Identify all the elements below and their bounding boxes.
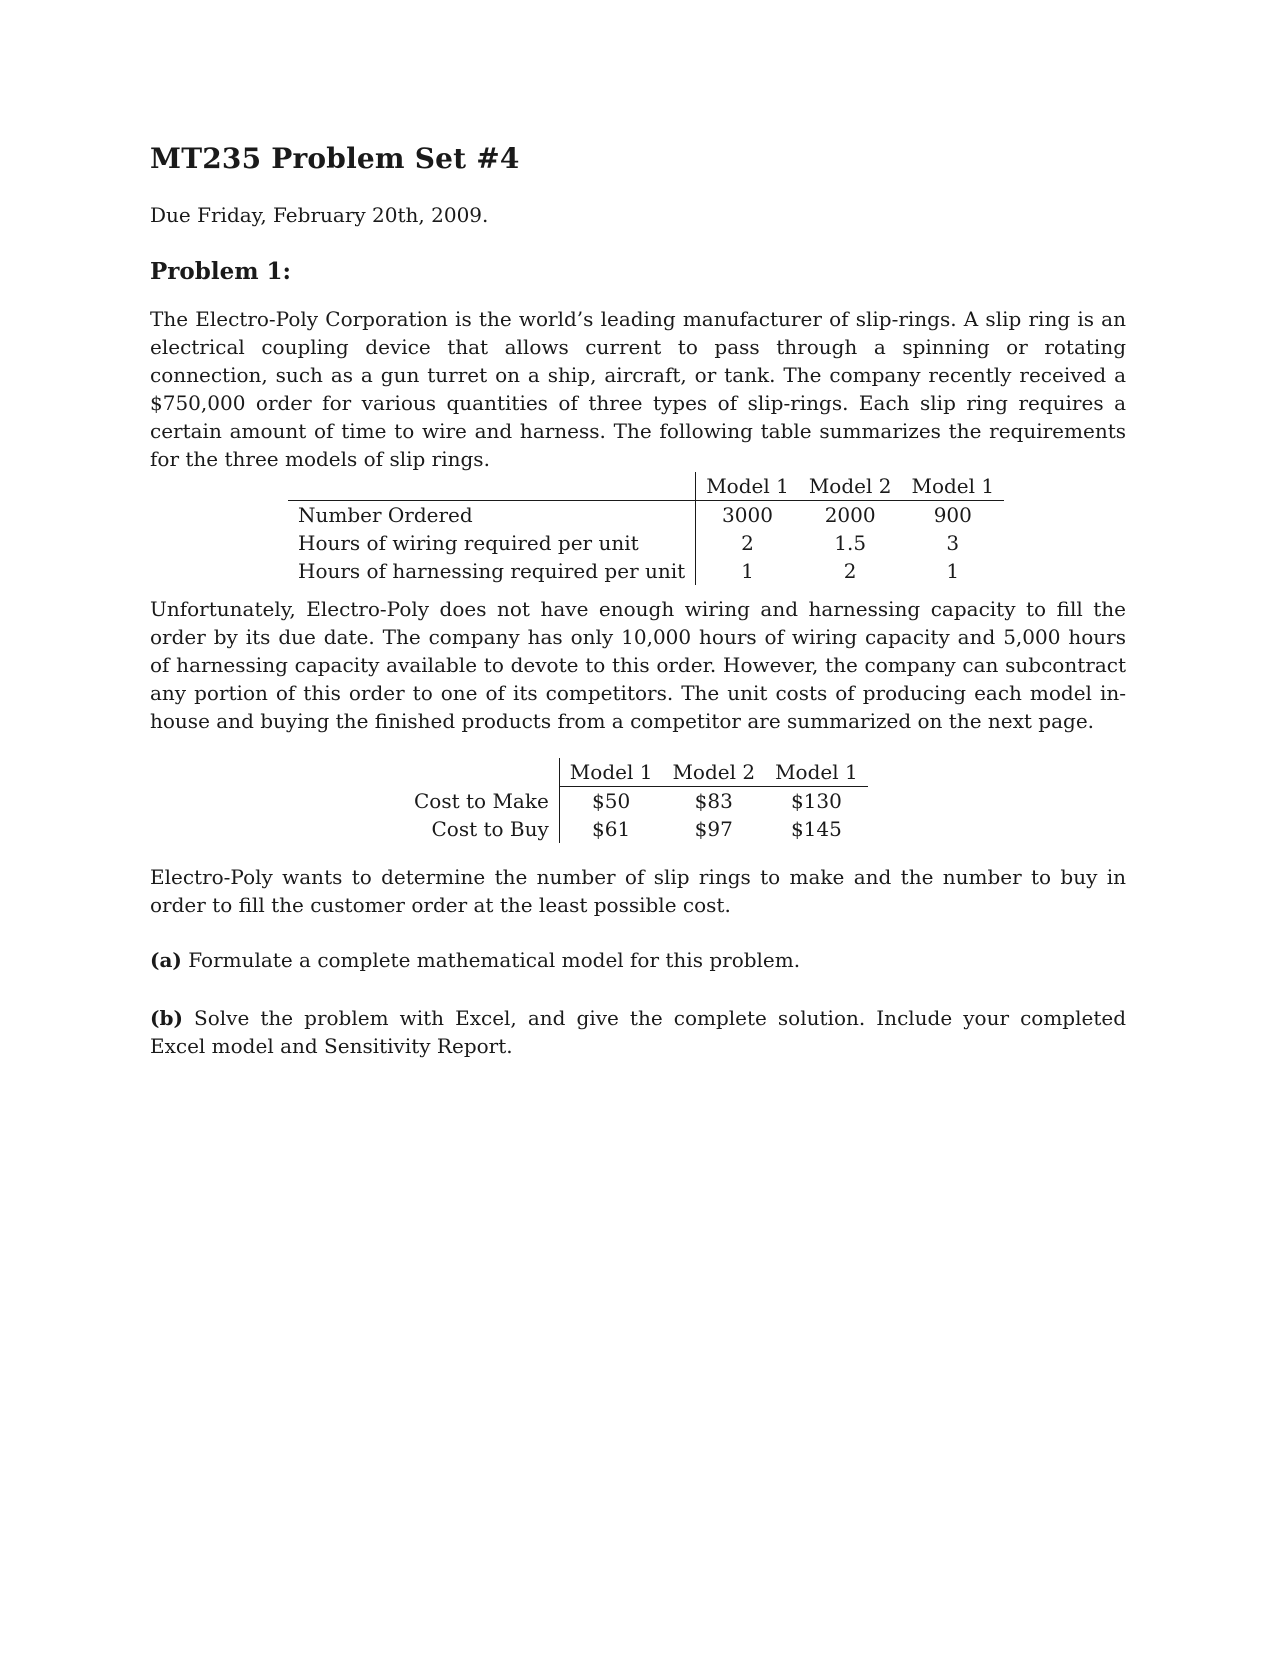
part-a-label: (a): [150, 948, 182, 972]
table-cell: 1: [696, 557, 799, 585]
cost-table: [404, 758, 868, 843]
part-b-label: (b): [150, 1006, 183, 1030]
table-cell: $83: [694, 789, 733, 813]
table-header-row: [404, 758, 868, 787]
part-a-text: Formulate a complete mathematical model for this problem.: [188, 948, 801, 972]
table-cell: 3000: [696, 501, 799, 530]
table-cell: 2000: [824, 503, 876, 527]
table-cell: $50: [559, 787, 662, 816]
table-row: [288, 501, 1004, 530]
table-cell: $145: [790, 817, 842, 841]
page-title: MT235 Problem Set #4: [150, 142, 520, 175]
problem-heading: Problem 1:: [150, 258, 292, 285]
part-b: [150, 1004, 1126, 1060]
table-corner-cell: [288, 472, 696, 501]
capacity-paragraph: Unfortunately, Electro-Poly does not have enough wiring and harnessing capacity to fill the order by its due date. The company has only 10,000 hours of wiring capacity and 5,000 hours of harnessing capacity available to devote to this order. However, the company can subcontract any portion of this order to one of its competitors. The unit costs of producing each model in-house and buying the finished products from a competitor are summarized on the next page.: [150, 597, 1126, 733]
row-label: Cost to Make: [414, 788, 549, 813]
row-label: Hours of harnessing required per unit: [298, 559, 686, 583]
goal-paragraph: Electro-Poly wants to determine the number of slip rings to make and the number to buy in order to fill the customer order at the least possible cost.: [150, 865, 1126, 917]
column-header: Model 2: [662, 758, 765, 787]
table-cell: 2: [696, 529, 799, 557]
table-header-row: [288, 472, 1004, 501]
column-header: Model 2: [799, 472, 902, 501]
table-cell: 900: [933, 503, 972, 527]
part-a: [150, 946, 1126, 974]
table-corner-cell: [404, 758, 559, 787]
table-cell: 1: [946, 559, 960, 583]
table-row: [288, 529, 1004, 557]
requirements-table: [288, 472, 1004, 585]
table-row: [404, 815, 868, 843]
column-header: Model 1: [559, 758, 662, 787]
table-cell: 1.5: [834, 531, 867, 555]
table-cell: 3: [946, 531, 960, 555]
column-header: Model 1: [901, 472, 1004, 501]
column-header: Model 1: [696, 472, 799, 501]
table-cell: $130: [790, 789, 842, 813]
row-label: Cost to Buy: [431, 817, 549, 841]
part-b-text: Solve the problem with Excel, and give the complete solution. Include your completed Excel model and Sensitivity Report.: [150, 1006, 1127, 1058]
table-cell: $97: [694, 817, 733, 841]
due-date: Due Friday, February 20th, 2009.: [150, 203, 489, 227]
row-label: Number Ordered: [298, 503, 473, 527]
table-cell: $61: [559, 815, 662, 843]
table-cell: 2: [843, 559, 857, 583]
column-header: Model 1: [765, 758, 868, 787]
problem-intro-paragraph: The Electro-Poly Corporation is the world’s leading manufacturer of slip-rings. A slip ring is an electrical coupling device that allows current to pass through a spinning or rotating connection, such as a gun turret on a ship, aircraft, or tank. The company recently received a $750,000 order for various quantities of three types of slip-rings. Each slip ring requires a certain amount of time to wire and harness. The following table summarizes the requirements for the three models of slip rings.: [150, 307, 1126, 471]
row-label: Hours of wiring required per unit: [298, 531, 639, 555]
table-row: [404, 787, 868, 816]
table-row: [288, 557, 1004, 585]
